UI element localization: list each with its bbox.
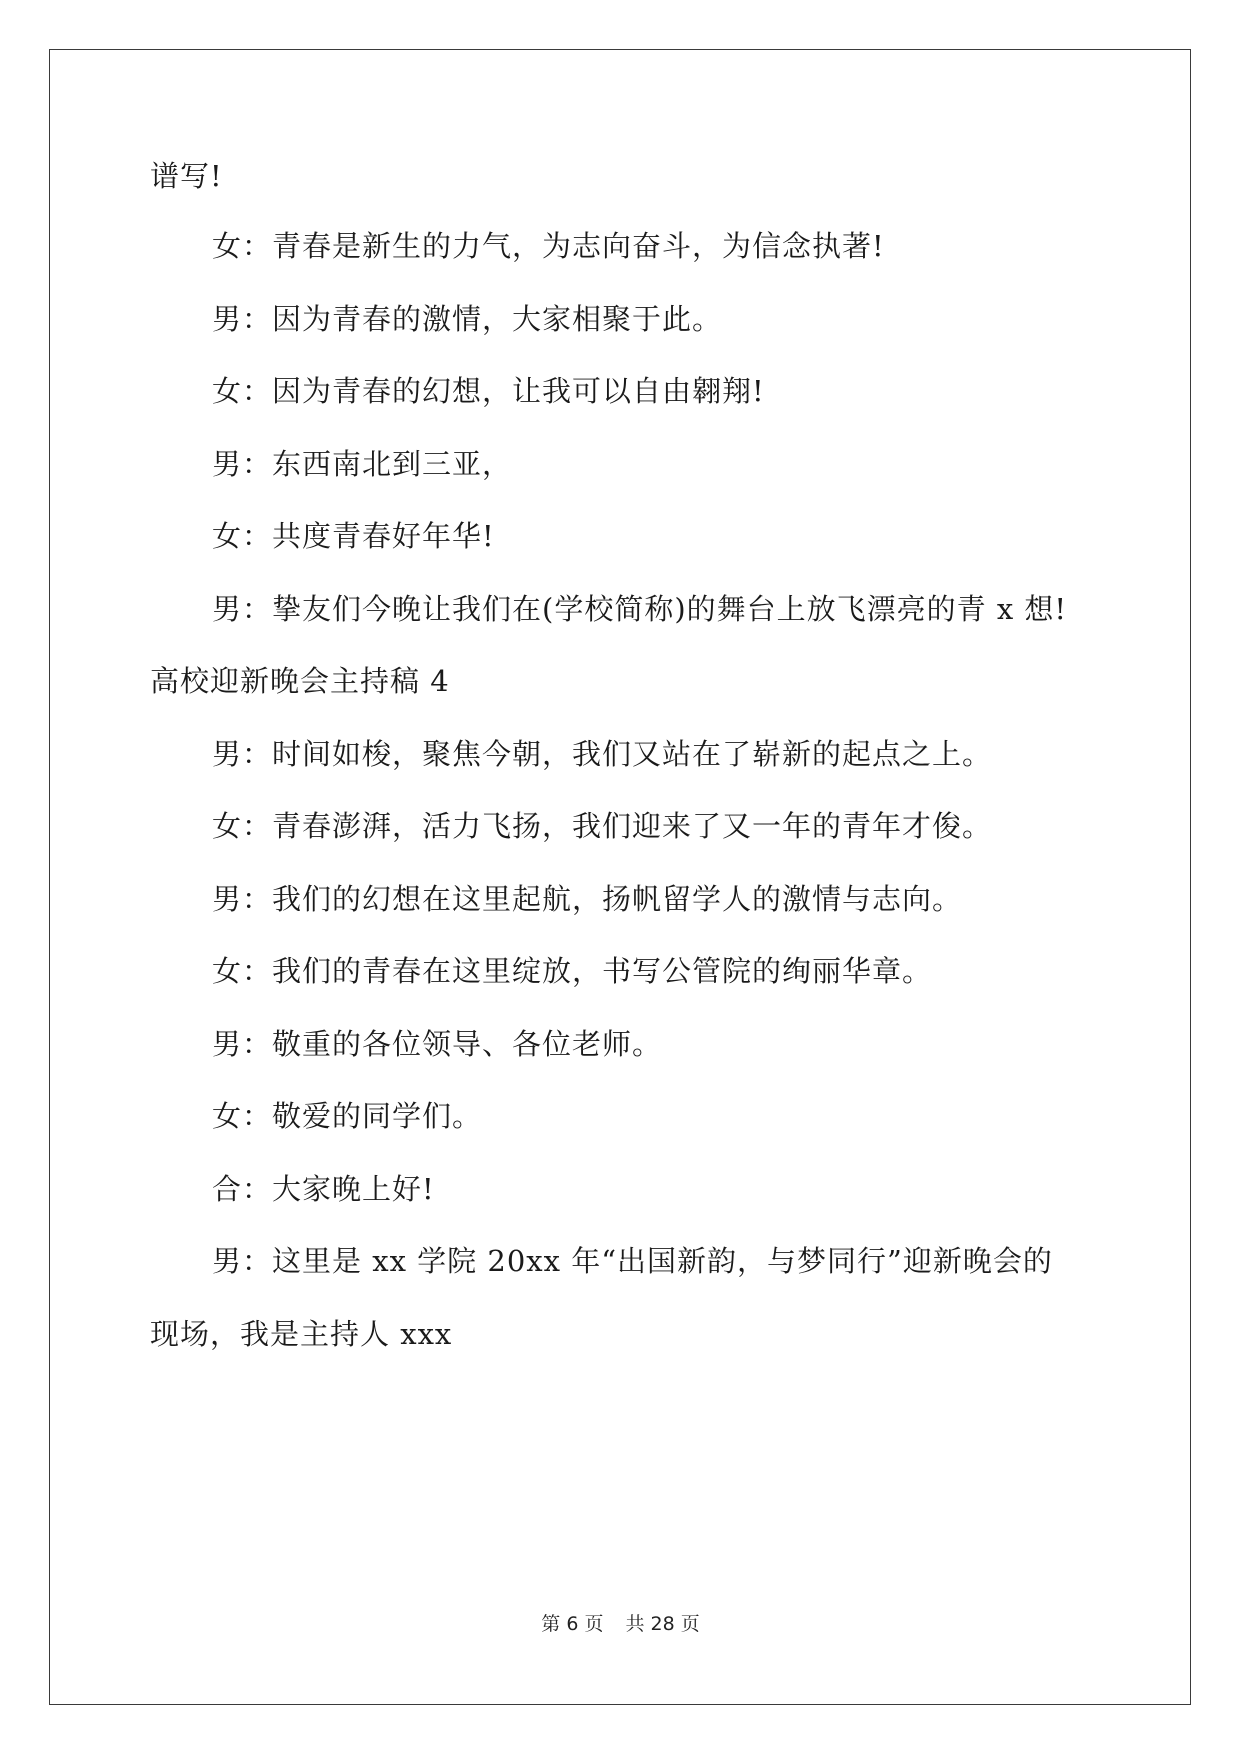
text-line-6: 女：共度青春好年华! [212, 519, 495, 553]
text-line-12: 女：我们的青春在这里绽放，书写公管院的绚丽华章。 [212, 954, 933, 988]
text-line-10: 女：青春澎湃，活力飞扬，我们迎来了又一年的青年才俊。 [212, 809, 993, 843]
section-heading: 高校迎新晚会主持稿 4 [150, 664, 450, 698]
text-line-9: 男：时间如梭，聚焦今朝，我们又站在了崭新的起点之上。 [212, 737, 993, 771]
text-line-5: 男：东西南北到三亚， [212, 447, 513, 481]
text-line-17: 现场，我是主持人 xxx [150, 1317, 453, 1351]
text-line-3: 男：因为青春的激情，大家相聚于此。 [212, 302, 723, 336]
page-number: 第 6 页 [541, 1613, 604, 1635]
text-line-15: 合：大家晚上好! [212, 1172, 435, 1206]
text-line-2: 女：青春是新生的力气，为志向奋斗，为信念执著! [212, 229, 885, 263]
page-footer [0, 1612, 1241, 1636]
page-border [49, 49, 1191, 1705]
text-line-7: 男：挚友们今晚让我们在(学校简称)的舞台上放飞漂亮的青 x 想! [212, 592, 1068, 626]
page-total: 共 28 页 [625, 1613, 700, 1635]
text-line-1: 谱写! [150, 159, 223, 193]
text-line-13: 男：敬重的各位领导、各位老师。 [212, 1027, 663, 1061]
text-line-4: 女：因为青春的幻想，让我可以自由翱翔! [212, 374, 765, 408]
text-line-14: 女：敬爱的同学们。 [212, 1099, 483, 1133]
text-line-11: 男：我们的幻想在这里起航，扬帆留学人的激情与志向。 [212, 882, 963, 916]
text-line-16: 男：这里是 xx 学院 20xx 年“出国新韵，与梦同行”迎新晚会的 [212, 1244, 1053, 1278]
